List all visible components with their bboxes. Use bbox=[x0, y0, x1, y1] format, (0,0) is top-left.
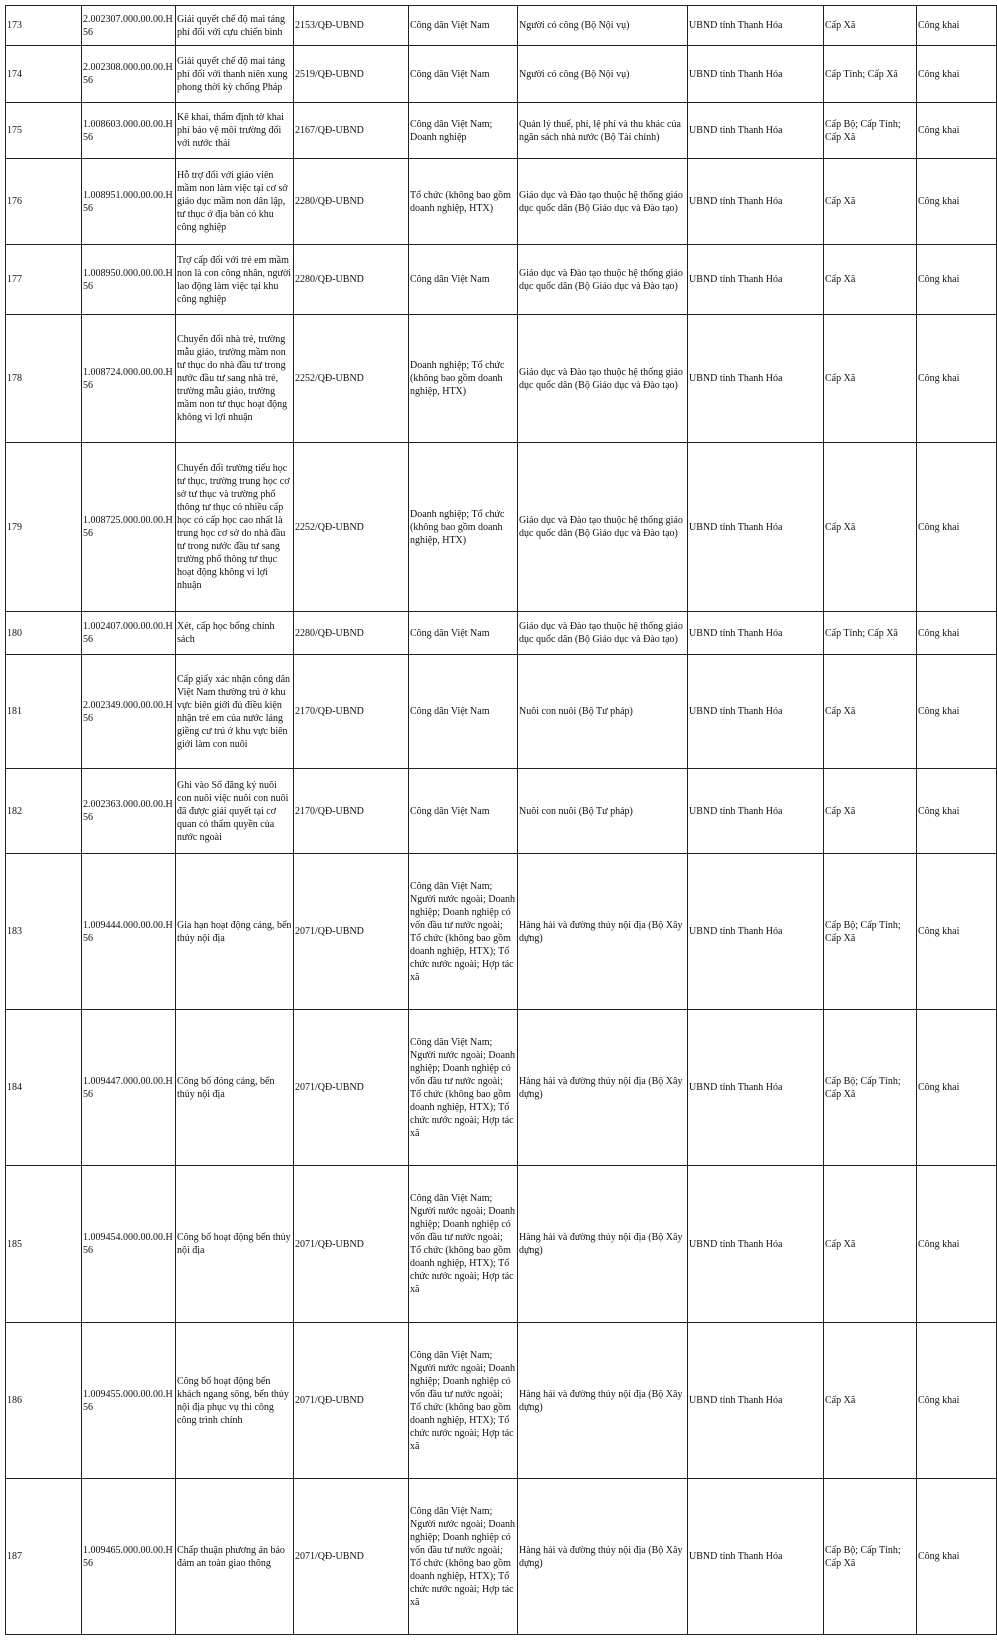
cell-field: Giáo dục và Đào tạo thuộc hệ thống giáo dục quốc dân (Bộ Giáo dục và Đào tạo) bbox=[518, 612, 688, 655]
cell-agency: UBND tỉnh Thanh Hóa bbox=[688, 769, 824, 854]
cell-subject: Công dân Việt Nam bbox=[409, 6, 518, 46]
cell-stt: 175 bbox=[6, 103, 82, 159]
cell-level: Cấp Xã bbox=[824, 245, 917, 315]
cell-procedure-code: 1.009444.000.00.00.H56 bbox=[82, 854, 176, 1010]
cell-subject: Công dân Việt Nam bbox=[409, 612, 518, 655]
cell-subject: Công dân Việt Nam bbox=[409, 769, 518, 854]
table-row bbox=[6, 612, 997, 655]
cell-agency: UBND tỉnh Thanh Hóa bbox=[688, 159, 824, 245]
cell-level: Cấp Xã bbox=[824, 443, 917, 612]
cell-decision: 2071/QĐ-UBND bbox=[294, 1010, 409, 1166]
cell-procedure-code: 1.008950.000.00.00.H56 bbox=[82, 245, 176, 315]
table-row bbox=[6, 1479, 997, 1635]
cell-procedure-name: Công bố hoạt động bến khách ngang sông, bến thủy nội địa phục vụ thi công công trình chính bbox=[176, 1323, 294, 1479]
cell-status: Công khai bbox=[917, 612, 997, 655]
cell-procedure-code: 1.008603.000.00.00.H56 bbox=[82, 103, 176, 159]
cell-subject: Doanh nghiệp; Tổ chức (không bao gồm doanh nghiệp, HTX) bbox=[409, 443, 518, 612]
cell-procedure-name: Công bố hoạt động bến thủy nội địa bbox=[176, 1166, 294, 1323]
cell-decision: 2170/QĐ-UBND bbox=[294, 769, 409, 854]
cell-decision: 2071/QĐ-UBND bbox=[294, 1323, 409, 1479]
cell-procedure-code: 1.009447.000.00.00.H56 bbox=[82, 1010, 176, 1166]
cell-level: Cấp Xã bbox=[824, 655, 917, 769]
cell-status: Công khai bbox=[917, 1166, 997, 1323]
cell-agency: UBND tỉnh Thanh Hóa bbox=[688, 1479, 824, 1635]
cell-decision: 2280/QĐ-UBND bbox=[294, 245, 409, 315]
cell-status: Công khai bbox=[917, 103, 997, 159]
cell-field: Giáo dục và Đào tạo thuộc hệ thống giáo dục quốc dân (Bộ Giáo dục và Đào tạo) bbox=[518, 443, 688, 612]
cell-subject: Công dân Việt Nam; Người nước ngoài; Doanh nghiệp; Doanh nghiệp có vốn đầu tư nước ngoài; Tổ chức (không bao gồm doanh nghiệp, HTX); Tổ chức nước ngoài; Hợp tác xã bbox=[409, 1166, 518, 1323]
cell-level: Cấp Tỉnh; Cấp Xã bbox=[824, 46, 917, 103]
cell-decision: 2153/QĐ-UBND bbox=[294, 6, 409, 46]
cell-stt: 174 bbox=[6, 46, 82, 103]
cell-field: Nuôi con nuôi (Bộ Tư pháp) bbox=[518, 655, 688, 769]
cell-field: Giáo dục và Đào tạo thuộc hệ thống giáo dục quốc dân (Bộ Giáo dục và Đào tạo) bbox=[518, 159, 688, 245]
cell-subject: Công dân Việt Nam; Người nước ngoài; Doanh nghiệp; Doanh nghiệp có vốn đầu tư nước ngoài; Tổ chức (không bao gồm doanh nghiệp, HTX); Tổ chức nước ngoài; Hợp tác xã bbox=[409, 1479, 518, 1635]
cell-decision: 2071/QĐ-UBND bbox=[294, 1166, 409, 1323]
cell-level: Cấp Bộ; Cấp Tỉnh; Cấp Xã bbox=[824, 1479, 917, 1635]
cell-stt: 173 bbox=[6, 6, 82, 46]
cell-subject: Công dân Việt Nam bbox=[409, 46, 518, 103]
table-row bbox=[6, 245, 997, 315]
cell-status: Công khai bbox=[917, 46, 997, 103]
cell-field: Nuôi con nuôi (Bộ Tư pháp) bbox=[518, 769, 688, 854]
cell-level: Cấp Xã bbox=[824, 159, 917, 245]
cell-level: Cấp Xã bbox=[824, 6, 917, 46]
cell-stt: 184 bbox=[6, 1010, 82, 1166]
table-row bbox=[6, 159, 997, 245]
cell-subject: Công dân Việt Nam; Doanh nghiệp bbox=[409, 103, 518, 159]
cell-procedure-code: 1.002407.000.00.00.H56 bbox=[82, 612, 176, 655]
cell-stt: 182 bbox=[6, 769, 82, 854]
cell-agency: UBND tỉnh Thanh Hóa bbox=[688, 854, 824, 1010]
procedures-table bbox=[5, 5, 997, 1635]
cell-subject: Công dân Việt Nam bbox=[409, 245, 518, 315]
cell-field: Hàng hải và đường thủy nội địa (Bộ Xây dựng) bbox=[518, 1479, 688, 1635]
cell-level: Cấp Bộ; Cấp Tỉnh; Cấp Xã bbox=[824, 103, 917, 159]
cell-level: Cấp Bộ; Cấp Tỉnh; Cấp Xã bbox=[824, 854, 917, 1010]
cell-agency: UBND tỉnh Thanh Hóa bbox=[688, 655, 824, 769]
cell-status: Công khai bbox=[917, 854, 997, 1010]
cell-subject: Công dân Việt Nam; Người nước ngoài; Doanh nghiệp; Doanh nghiệp có vốn đầu tư nước ngoài; Tổ chức (không bao gồm doanh nghiệp, HTX); Tổ chức nước ngoài; Hợp tác xã bbox=[409, 854, 518, 1010]
cell-procedure-code: 1.008725.000.00.00.H56 bbox=[82, 443, 176, 612]
cell-procedure-code: 2.002349.000.00.00.H56 bbox=[82, 655, 176, 769]
cell-status: Công khai bbox=[917, 245, 997, 315]
table-row bbox=[6, 46, 997, 103]
cell-field: Người có công (Bộ Nội vụ) bbox=[518, 6, 688, 46]
cell-stt: 185 bbox=[6, 1166, 82, 1323]
cell-agency: UBND tỉnh Thanh Hóa bbox=[688, 1010, 824, 1166]
cell-field: Giáo dục và Đào tạo thuộc hệ thống giáo dục quốc dân (Bộ Giáo dục và Đào tạo) bbox=[518, 245, 688, 315]
cell-procedure-name: Chấp thuận phương án bảo đảm an toàn giao thông bbox=[176, 1479, 294, 1635]
cell-status: Công khai bbox=[917, 769, 997, 854]
cell-procedure-name: Chuyển đổi trường tiểu học tư thục, trường trung học cơ sở tư thục và trường phổ thông tư thục có nhiều cấp học có cấp học cao nhất là trung học cơ sở do nhà đầu tư trong nước đầu tư sang trường phổ thông tư thục hoạt động không vì lợi nhuận bbox=[176, 443, 294, 612]
cell-agency: UBND tỉnh Thanh Hóa bbox=[688, 103, 824, 159]
table-row bbox=[6, 1166, 997, 1323]
cell-decision: 2280/QĐ-UBND bbox=[294, 612, 409, 655]
cell-decision: 2170/QĐ-UBND bbox=[294, 655, 409, 769]
table-row bbox=[6, 655, 997, 769]
table-row bbox=[6, 1323, 997, 1479]
cell-procedure-code: 1.009465.000.00.00.H56 bbox=[82, 1479, 176, 1635]
cell-decision: 2280/QĐ-UBND bbox=[294, 159, 409, 245]
table-row bbox=[6, 103, 997, 159]
cell-agency: UBND tỉnh Thanh Hóa bbox=[688, 315, 824, 443]
cell-procedure-code: 2.002363.000.00.00.H56 bbox=[82, 769, 176, 854]
cell-agency: UBND tỉnh Thanh Hóa bbox=[688, 1323, 824, 1479]
cell-stt: 181 bbox=[6, 655, 82, 769]
cell-subject: Công dân Việt Nam; Người nước ngoài; Doanh nghiệp; Doanh nghiệp có vốn đầu tư nước ngoài; Tổ chức (không bao gồm doanh nghiệp, HTX); Tổ chức nước ngoài; Hợp tác xã bbox=[409, 1323, 518, 1479]
cell-level: Cấp Bộ; Cấp Tỉnh; Cấp Xã bbox=[824, 1010, 917, 1166]
table-row bbox=[6, 1010, 997, 1166]
cell-status: Công khai bbox=[917, 655, 997, 769]
cell-subject: Doanh nghiệp; Tổ chức (không bao gồm doanh nghiệp, HTX) bbox=[409, 315, 518, 443]
cell-status: Công khai bbox=[917, 443, 997, 612]
table-body bbox=[6, 6, 997, 1635]
cell-procedure-name: Chuyển đổi nhà trẻ, trường mẫu giáo, trường mầm non tư thục do nhà đầu tư trong nước đầu tư sang nhà trẻ, trường mẫu giáo, trường mầm non tư thục hoạt động không vì lợi nhuận bbox=[176, 315, 294, 443]
cell-status: Công khai bbox=[917, 6, 997, 46]
cell-subject: Tổ chức (không bao gồm doanh nghiệp, HTX) bbox=[409, 159, 518, 245]
cell-procedure-name: Hỗ trợ đối với giáo viên mầm non làm việc tại cơ sở giáo dục mầm non dân lập, tư thục ở địa bàn có khu công nghiệp bbox=[176, 159, 294, 245]
cell-stt: 180 bbox=[6, 612, 82, 655]
cell-decision: 2252/QĐ-UBND bbox=[294, 443, 409, 612]
cell-decision: 2167/QĐ-UBND bbox=[294, 103, 409, 159]
cell-field: Hàng hải và đường thủy nội địa (Bộ Xây dựng) bbox=[518, 1323, 688, 1479]
cell-subject: Công dân Việt Nam bbox=[409, 655, 518, 769]
cell-status: Công khai bbox=[917, 1479, 997, 1635]
cell-procedure-code: 1.009454.000.00.00.H56 bbox=[82, 1166, 176, 1323]
cell-procedure-name: Gia hạn hoạt động cảng, bến thủy nội địa bbox=[176, 854, 294, 1010]
cell-field: Quản lý thuế, phí, lệ phí và thu khác của ngân sách nhà nước (Bộ Tài chính) bbox=[518, 103, 688, 159]
cell-procedure-name: Cấp giấy xác nhận công dân Việt Nam thường trú ở khu vực biên giới đủ điều kiện nhận trẻ em của nước láng giềng cư trú ở khu vực biên giới làm con nuôi bbox=[176, 655, 294, 769]
cell-status: Công khai bbox=[917, 1010, 997, 1166]
cell-level: Cấp Tỉnh; Cấp Xã bbox=[824, 612, 917, 655]
cell-level: Cấp Xã bbox=[824, 1323, 917, 1479]
cell-stt: 186 bbox=[6, 1323, 82, 1479]
cell-field: Giáo dục và Đào tạo thuộc hệ thống giáo dục quốc dân (Bộ Giáo dục và Đào tạo) bbox=[518, 315, 688, 443]
cell-status: Công khai bbox=[917, 159, 997, 245]
cell-agency: UBND tỉnh Thanh Hóa bbox=[688, 46, 824, 103]
cell-decision: 2252/QĐ-UBND bbox=[294, 315, 409, 443]
cell-stt: 176 bbox=[6, 159, 82, 245]
cell-subject: Công dân Việt Nam; Người nước ngoài; Doanh nghiệp; Doanh nghiệp có vốn đầu tư nước ngoài; Tổ chức (không bao gồm doanh nghiệp, HTX); Tổ chức nước ngoài; Hợp tác xã bbox=[409, 1010, 518, 1166]
table-row bbox=[6, 315, 997, 443]
cell-stt: 179 bbox=[6, 443, 82, 612]
cell-procedure-name: Ghi vào Sổ đăng ký nuôi con nuôi việc nuôi con nuôi đã được giải quyết tại cơ quan có thẩm quyền của nước ngoài bbox=[176, 769, 294, 854]
cell-procedure-code: 2.002307.000.00.00.H56 bbox=[82, 6, 176, 46]
table-row bbox=[6, 443, 997, 612]
cell-level: Cấp Xã bbox=[824, 1166, 917, 1323]
cell-agency: UBND tỉnh Thanh Hóa bbox=[688, 245, 824, 315]
cell-procedure-name: Giải quyết chế độ mai táng phí đối với thanh niên xung phong thời kỳ chống Pháp bbox=[176, 46, 294, 103]
cell-field: Hàng hải và đường thủy nội địa (Bộ Xây dựng) bbox=[518, 854, 688, 1010]
cell-level: Cấp Xã bbox=[824, 769, 917, 854]
cell-agency: UBND tỉnh Thanh Hóa bbox=[688, 443, 824, 612]
cell-agency: UBND tỉnh Thanh Hóa bbox=[688, 612, 824, 655]
cell-agency: UBND tỉnh Thanh Hóa bbox=[688, 6, 824, 46]
cell-decision: 2071/QĐ-UBND bbox=[294, 1479, 409, 1635]
cell-procedure-code: 1.008724.000.00.00.H56 bbox=[82, 315, 176, 443]
cell-field: Người có công (Bộ Nội vụ) bbox=[518, 46, 688, 103]
cell-procedure-code: 1.008951.000.00.00.H56 bbox=[82, 159, 176, 245]
cell-status: Công khai bbox=[917, 1323, 997, 1479]
cell-stt: 183 bbox=[6, 854, 82, 1010]
table-row bbox=[6, 769, 997, 854]
cell-agency: UBND tỉnh Thanh Hóa bbox=[688, 1166, 824, 1323]
cell-level: Cấp Xã bbox=[824, 315, 917, 443]
cell-procedure-name: Trợ cấp đối với trẻ em mầm non là con công nhân, người lao động làm việc tại khu công nghiệp bbox=[176, 245, 294, 315]
cell-status: Công khai bbox=[917, 315, 997, 443]
cell-field: Hàng hải và đường thủy nội địa (Bộ Xây dựng) bbox=[518, 1166, 688, 1323]
cell-stt: 187 bbox=[6, 1479, 82, 1635]
cell-stt: 178 bbox=[6, 315, 82, 443]
cell-procedure-name: Xét, cấp học bổng chính sách bbox=[176, 612, 294, 655]
cell-procedure-code: 2.002308.000.00.00.H56 bbox=[82, 46, 176, 103]
cell-decision: 2071/QĐ-UBND bbox=[294, 854, 409, 1010]
cell-stt: 177 bbox=[6, 245, 82, 315]
table-row bbox=[6, 6, 997, 46]
cell-procedure-name: Giải quyết chế độ mai táng phí đối với cựu chiến binh bbox=[176, 6, 294, 46]
cell-procedure-code: 1.009455.000.00.00.H56 bbox=[82, 1323, 176, 1479]
cell-procedure-name: Kê khai, thẩm định tờ khai phí bảo vệ môi trường đối với nước thải bbox=[176, 103, 294, 159]
cell-procedure-name: Công bố đóng cảng, bến thủy nội địa bbox=[176, 1010, 294, 1166]
cell-decision: 2519/QĐ-UBND bbox=[294, 46, 409, 103]
table-row bbox=[6, 854, 997, 1010]
cell-field: Hàng hải và đường thủy nội địa (Bộ Xây dựng) bbox=[518, 1010, 688, 1166]
